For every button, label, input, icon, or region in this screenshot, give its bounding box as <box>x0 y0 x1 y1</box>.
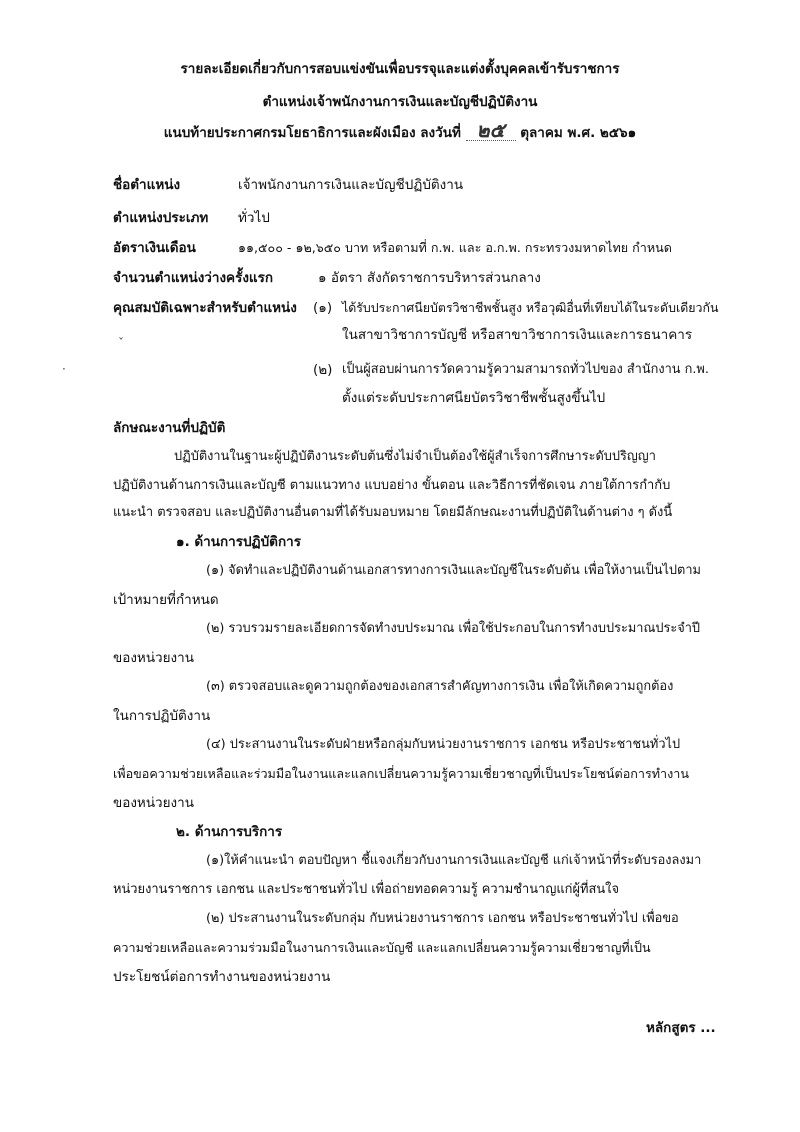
section-1-title: ๑. ด้านการปฏิบัติการ <box>176 534 301 550</box>
header-line-3-suffix: ตุลาคม พ.ศ. ๒๕๖๑ <box>520 125 637 141</box>
header-line-3 <box>0 120 800 143</box>
duties-heading: ลักษณะงานที่ปฏิบัติ <box>113 420 226 436</box>
s1-item-4-line-3: ของหน่วยงาน <box>113 795 194 811</box>
s2-item-2-line-1: (๒) ประสานงานในระดับกลุ่ม กับหน่วยงานราชการ เอกชน หรือประชาชนทั่วไป เพื่อขอ <box>206 911 679 926</box>
qualification-1-line-1: ได้รับประกาศนียบัตรวิชาชีพชั้นสูง หรือวุฒิอื่นที่เทียบได้ในระดับเดียวกัน <box>342 300 719 315</box>
duties-intro-line-2: ปฏิบัติงานด้านการเงินและบัญชี ตามแนวทาง แบบอย่าง ขั้นตอน และวิธีการที่ชัดเจน ภายใต้การกำกับ <box>113 478 671 493</box>
s1-item-2-line-2: ของหน่วยงาน <box>113 650 194 666</box>
s1-item-1-line-2: เป้าหมายที่กำหนด <box>113 592 219 608</box>
type-label: ตำแหน่งประเภท <box>113 210 209 226</box>
position-label: ชื่อตำแหน่ง <box>113 177 181 193</box>
s1-item-4-line-1: (๔) ประสานงานในระดับฝ่ายหรือกลุ่มกับหน่วยงานราชการ เอกชน หรือประชาชนทั่วไป <box>206 737 681 752</box>
s1-item-2-line-1: (๒) รวบรวมรายละเอียดการจัดทำงบประมาณ เพื่อใช้ประกอบในการทำงบประมาณประจำปี <box>206 621 701 636</box>
qualification-2-line-1: เป็นผู้สอบผ่านการวัดความรู้ความสามารถทั่วไปของ สำนักงาน ก.พ. <box>342 362 709 377</box>
header-line-2: ตำแหน่งเจ้าพนักงานการเงินและบัญชีปฏิบัติงาน <box>262 94 538 110</box>
scan-speck: · <box>62 362 66 376</box>
s1-item-3-line-2: ในการปฏิบัติงาน <box>113 708 211 724</box>
s2-item-1-line-2: หน่วยงานราชการ เอกชน และประชาชนทั่วไป เพื่อถ่ายทอดความรู้ ความชำนาญแก่ผู้ที่สนใจ <box>113 882 620 897</box>
s2-item-2-line-3: ประโยชน์ต่อการทำงานของหน่วยงาน <box>113 969 331 985</box>
continued-footer: หลักสูตร ... <box>646 1020 716 1036</box>
s1-item-3-line-1: (๓) ตรวจสอบและดูความถูกต้องของเอกสารสำคัญทางการเงิน เพื่อให้เกิดความถูกต้อง <box>206 679 674 694</box>
section-2-title: ๒. ด้านการบริการ <box>176 824 283 840</box>
qualification-label: คุณสมบัติเฉพาะสำหรับตำแหน่ง <box>113 300 297 316</box>
vacancy-label: จำนวนตำแหน่งว่างครั้งแรก <box>113 270 274 286</box>
scan-speck: ˇ <box>118 336 124 350</box>
s1-item-1-line-1: (๑) จัดทำและปฏิบัติงานด้านเอกสารทางการเงินและบัญชีในระดับต้น เพื่อให้งานเป็นไปตาม <box>206 563 701 578</box>
s2-item-2-line-2: ความช่วยเหลือและความร่วมมือในงานการเงินและบัญชี และแลกเปลี่ยนความรู้ความเชี่ยวชาญที่เป็น <box>113 940 651 955</box>
salary-label: อัตราเงินเดือน <box>113 240 196 256</box>
s2-item-1-line-1: (๑)ให้คำแนะนำ ตอบปัญหา ชี้แจงเกี่ยวกับงานการเงินและบัญชี แก่เจ้าหน้าที่ระดับรองลงมา <box>206 853 702 868</box>
duties-intro-line-3: แนะนำ ตรวจสอบ และปฏิบัติงานอื่นตามที่ได้รับมอบหมาย โดยมีลักษณะงานที่ปฏิบัติในด้านต่าง ๆ ดังนี้ <box>113 505 673 520</box>
s1-item-4-line-2: เพื่อขอความช่วยเหลือและร่วมมือในงานและแลกเปลี่ยนความรู้ความเชี่ยวชาญที่เป็นประโยชน์ต่อการทำงาน <box>113 766 689 781</box>
position-value: เจ้าพนักงานการเงินและบัญชีปฏิบัติงาน <box>238 177 464 193</box>
qualification-2-number: (๒) <box>313 362 333 378</box>
qualification-1-number: (๑) <box>313 300 333 316</box>
vacancy-value: ๑ อัตรา สังกัดราชการบริหารส่วนกลาง <box>318 270 541 286</box>
duties-intro-line-1: ปฏิบัติงานในฐานะผู้ปฏิบัติงานระดับต้นซึ่งไม่จำเป็นต้องใช้ผู้สำเร็จการศึกษาระดับปริญญา <box>174 449 656 464</box>
header-line-1: รายละเอียดเกี่ยวกับการสอบแข่งขันเพื่อบรรจุและแต่งตั้งบุคคลเข้ารับราชการ <box>180 61 620 77</box>
qualification-1-line-2: ในสาขาวิชาการบัญชี หรือสาขาวิชาการเงินและการธนาคาร <box>342 327 693 343</box>
qualification-2-line-2: ตั้งแต่ระดับประกาศนียบัตรวิชาชีพชั้นสูงขึ้นไป <box>342 390 606 406</box>
salary-value: ๑๑,๕๐๐ - ๑๒,๖๕๐ บาท หรือตามที่ ก.พ. และ อ.ก.พ. กระทรวงมหาดไทย กำหนด <box>238 240 672 255</box>
type-value: ทั่วไป <box>238 210 270 226</box>
handwritten-day: ๒๕ <box>466 120 516 141</box>
header-line-3-prefix: แนบท้ายประกาศกรมโยธาธิการและผังเมือง ลงวันที่ <box>163 125 461 141</box>
